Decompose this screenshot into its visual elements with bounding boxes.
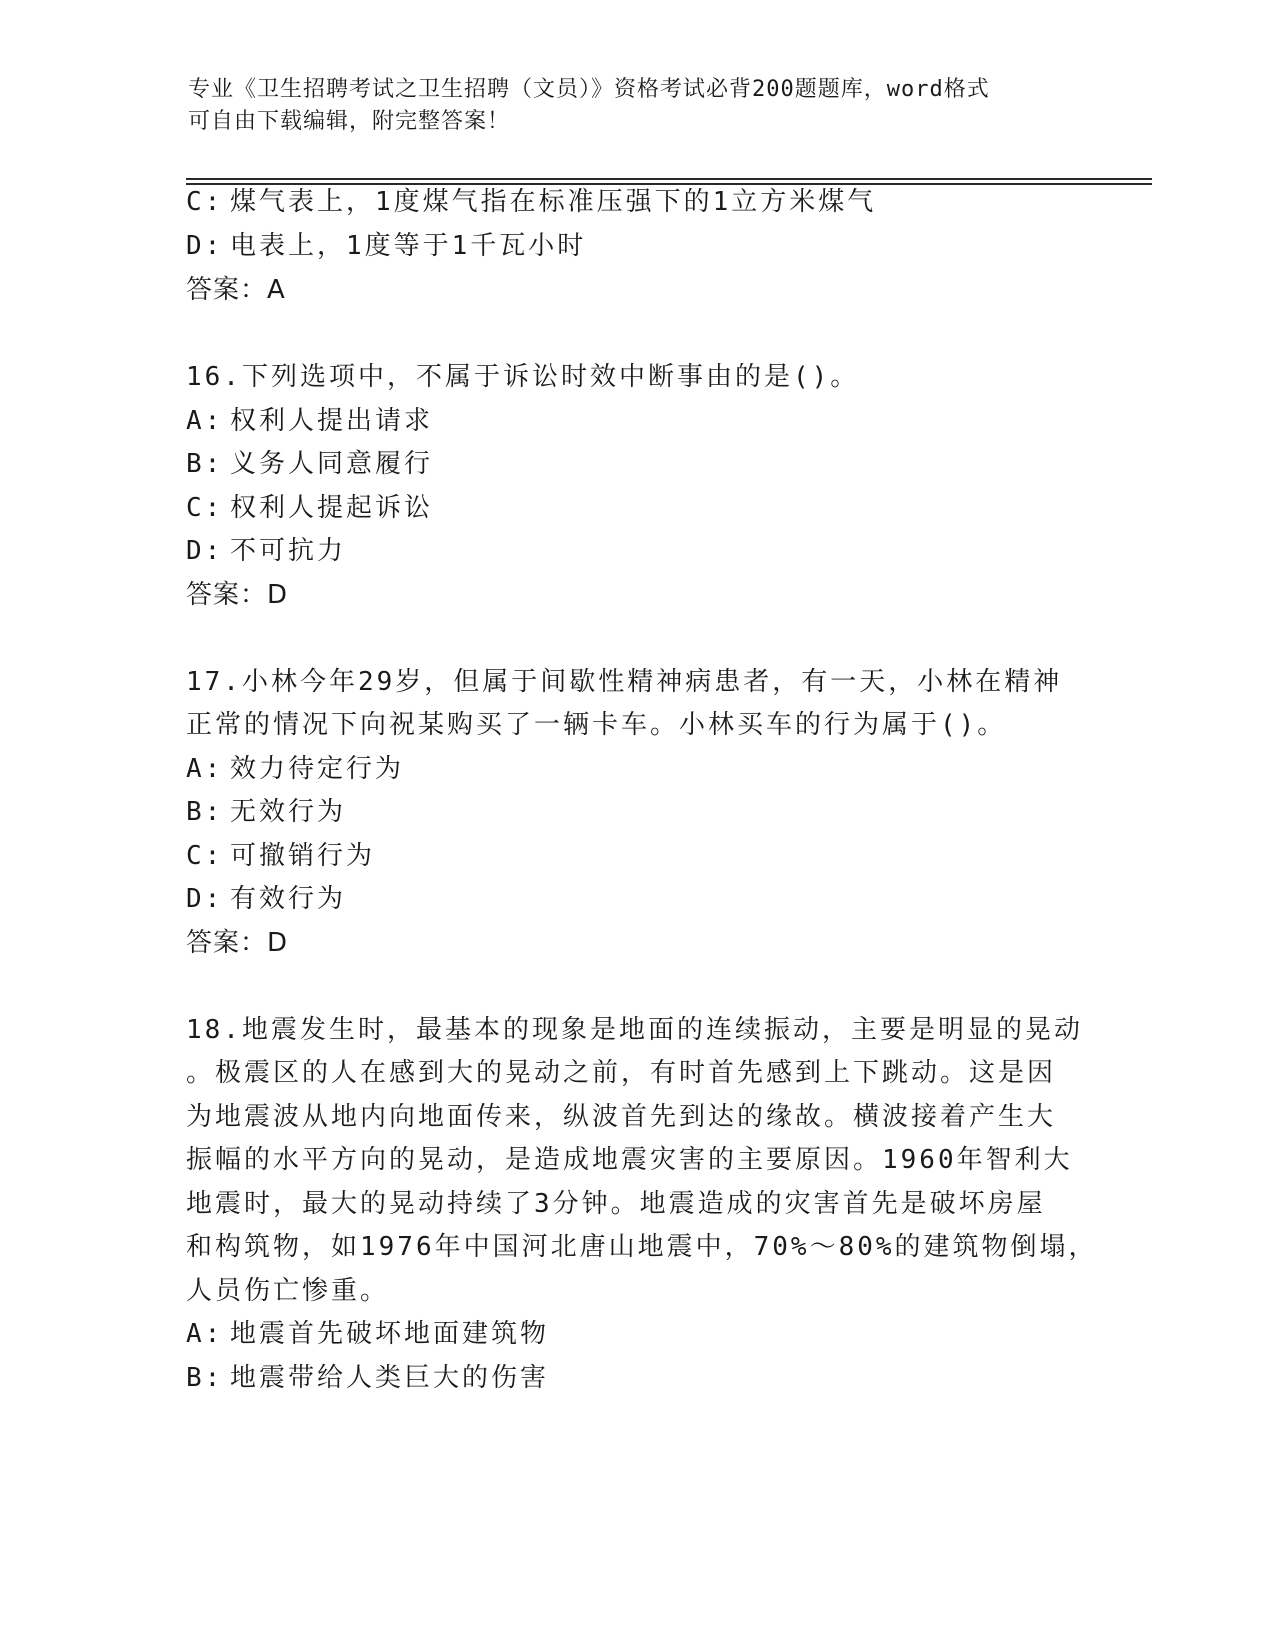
- q18-stem-line-7: 人员伤亡惨重。: [186, 1276, 390, 1306]
- header-divider-bottom: [186, 183, 1152, 185]
- option-key: C:: [186, 187, 224, 217]
- q15-option-c: [186, 186, 1086, 218]
- option-text: 有效行为: [230, 884, 347, 914]
- option-key: B:: [186, 1363, 224, 1393]
- option-key: D:: [186, 536, 224, 566]
- q18-option-b: [186, 1362, 1086, 1394]
- q17-stem-line-2: 正常的情况下向祝某购买了一辆卡车。小林买车的行为属于()。: [186, 710, 1007, 740]
- q16-option-b: [186, 448, 1086, 480]
- header-title-line-1: 专业《卫生招聘考试之卫生招聘（文员）》资格考试必背200题题库，word格式: [188, 77, 990, 102]
- q18-stem-line-4: 振幅的水平方向的晃动，是造成地震灾害的主要原因。1960年智利大: [186, 1145, 1073, 1175]
- q15-option-d: [186, 230, 1086, 262]
- option-key: C:: [186, 841, 224, 871]
- option-text: 权利人提出请求: [230, 406, 434, 436]
- option-key: B:: [186, 449, 224, 479]
- q18-stem-line-5: 地震时，最大的晃动持续了3分钟。地震造成的灾害首先是破坏房屋: [186, 1189, 1046, 1219]
- q16-option-a: [186, 405, 1086, 437]
- option-key: D:: [186, 231, 224, 261]
- option-text: 无效行为: [230, 797, 347, 827]
- q17-option-a: [186, 753, 1086, 785]
- option-key: B:: [186, 797, 224, 827]
- header-title-line-2: 可自由下载编辑，附完整答案！: [188, 109, 511, 134]
- q16-option-c: [186, 492, 1086, 524]
- option-key: C:: [186, 493, 224, 523]
- option-text: 义务人同意履行: [230, 449, 434, 479]
- q16-answer: 答案：D: [186, 580, 289, 610]
- q18-option-a: [186, 1318, 1086, 1350]
- document-header: [188, 74, 1088, 138]
- option-text: 可撤销行为: [230, 841, 376, 871]
- q15-answer: 答案：A: [186, 275, 286, 305]
- q17-stem-line-1: 17.小林今年29岁，但属于间歇性精神病患者，有一天，小林在精神: [186, 667, 1063, 697]
- option-key: A:: [186, 754, 224, 784]
- option-key: A:: [186, 406, 224, 436]
- q18-stem-line-3: 为地震波从地内向地面传来，纵波首先到达的缘故。横波接着产生大: [186, 1102, 1057, 1132]
- q16-stem: 16.下列选项中，不属于诉讼时效中断事由的是()。: [186, 362, 860, 392]
- option-text: 不可抗力: [230, 536, 347, 566]
- option-text: 地震首先破坏地面建筑物: [230, 1319, 550, 1349]
- option-text: 电表上，1度等于1千瓦小时: [230, 231, 587, 261]
- option-text: 权利人提起诉讼: [230, 493, 434, 523]
- q17-answer: 答案：D: [186, 928, 289, 958]
- option-key: A:: [186, 1319, 224, 1349]
- q16-option-d: [186, 535, 1086, 567]
- option-key: D:: [186, 884, 224, 914]
- q17-option-b: [186, 796, 1086, 828]
- option-text: 地震带给人类巨大的伤害: [230, 1363, 550, 1393]
- option-text: 煤气表上，1度煤气指在标准压强下的1立方米煤气: [230, 187, 877, 217]
- q18-stem-line-2: 。极震区的人在感到大的晃动之前，有时首先感到上下跳动。这是因: [186, 1058, 1057, 1088]
- q17-option-d: [186, 883, 1086, 915]
- q18-stem-line-6: 和构筑物，如1976年中国河北唐山地震中，70%～80%的建筑物倒塌，: [186, 1232, 1098, 1262]
- header-divider-top: [186, 178, 1152, 180]
- option-text: 效力待定行为: [230, 754, 405, 784]
- q18-stem-line-1: 18.地震发生时，最基本的现象是地面的连续振动，主要是明显的晃动: [186, 1015, 1083, 1045]
- q17-option-c: [186, 840, 1086, 872]
